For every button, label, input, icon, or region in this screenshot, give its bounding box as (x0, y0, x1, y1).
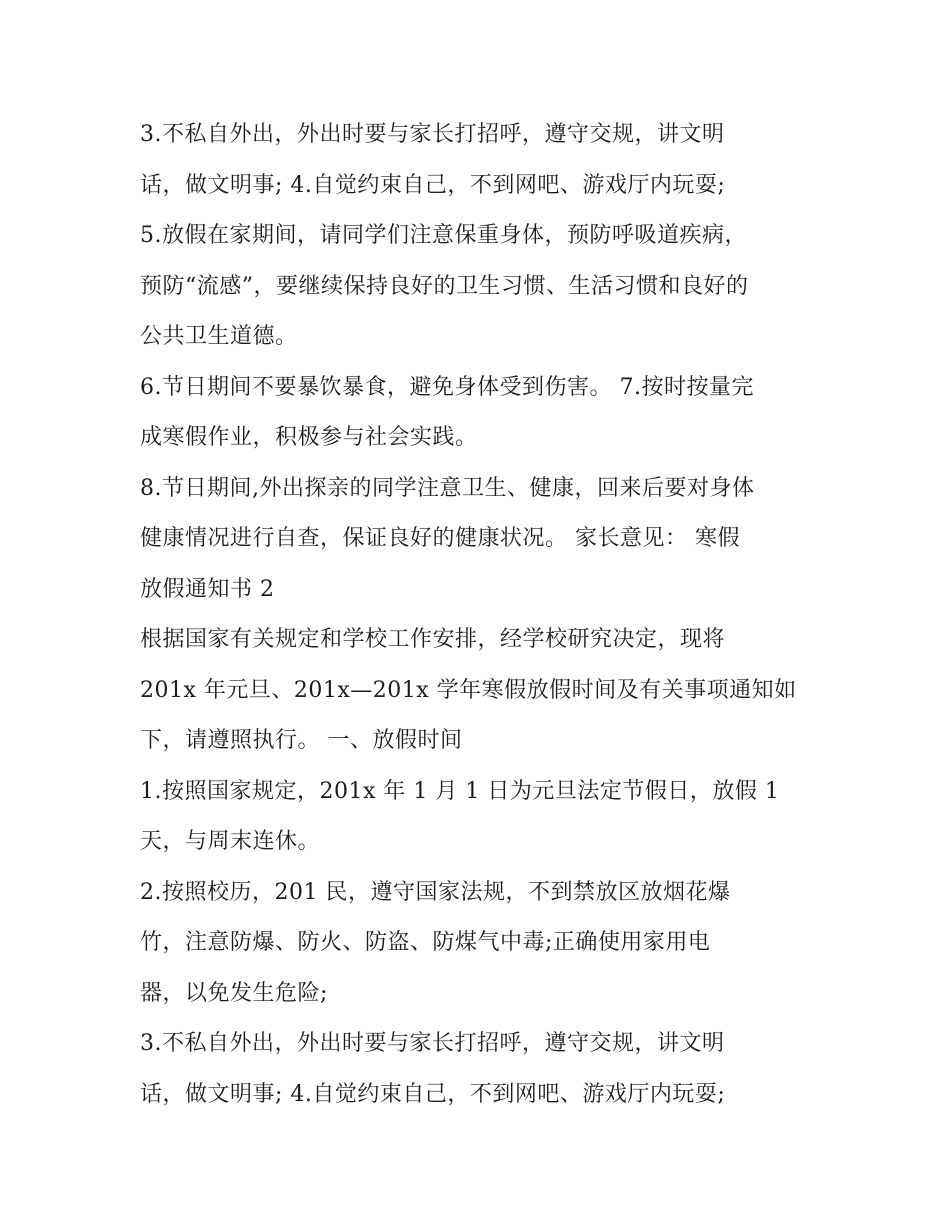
text-line: 201x 年元旦、201x—201x 学年寒假放假时间及有关事项通知如 (140, 677, 797, 703)
text-line: 预防“流感”，要继续保持良好的卫生习惯、生活习惯和良好的 (140, 273, 749, 299)
text-line: 放假通知书 2 (140, 576, 275, 602)
text-line: 健康情况进行自查，保证良好的健康状况。 家长意见： 寒假 (140, 526, 740, 551)
text-line: 3.不私自外出，外出时要与家长打招呼，遵守交规，讲文明 (140, 1031, 725, 1056)
text-line: 根据国家有关规定和学校工作安排，经学校研究决定，现将 (140, 627, 726, 652)
text-line: 话，做文明事; 4.自觉约束自己，不到网吧、游戏厅内玩耍; (140, 172, 726, 198)
text-line: 成寒假作业，积极参与社会实践。 (140, 425, 478, 450)
text-line: 6.节日期间不要暴饮暴食，避免身体受到伤害。 7.按时按量完 (140, 374, 754, 400)
text-line: 3.不私自外出，外出时要与家长打招呼，遵守交规，讲文明 (140, 122, 725, 147)
document-body (140, 110, 820, 1120)
text-line: 公共卫生道德。 (140, 324, 298, 349)
text-line: 下，请遵照执行。 一、放假时间 (140, 728, 463, 753)
text-line: 话，做文明事; 4.自觉约束自己，不到网吧、游戏厅内玩耍; (140, 1081, 726, 1107)
text-line: 器，以免发生危险; (140, 980, 328, 1006)
text-line: 竹，注意防爆、防火、防盗、防煤气中毒;正确使用家用电 (140, 930, 711, 955)
text-line: 1.按照国家规定，201x 年 1 月 1 日为元旦法定节假日，放假 1 (140, 778, 780, 804)
text-line: 5.放假在家期间，请同学们注意保重身体，预防呼吸道疾病， (140, 223, 747, 248)
text-line: 8.节日期间,外出探亲的同学注意卫生、健康，回来后要对身体 (140, 475, 755, 501)
text-line: 天，与周末连休。 (140, 829, 321, 854)
text-line: 2.按照校历，201 民，遵守国家法规，不到禁放区放烟花爆 (140, 879, 731, 905)
